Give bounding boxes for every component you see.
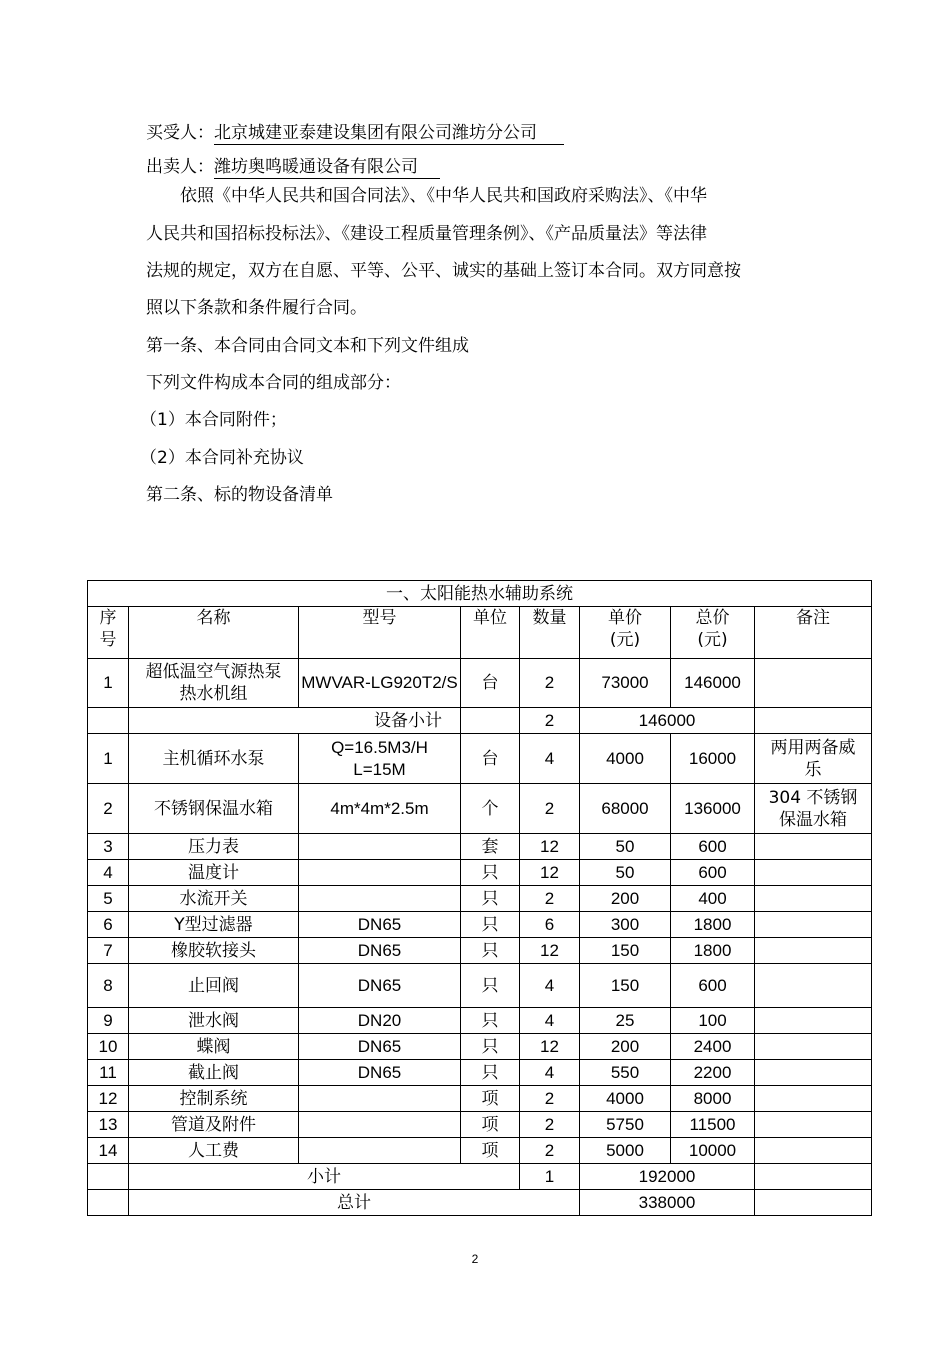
buyer-line [146,123,564,143]
buyer-label: 买受人： [146,123,214,143]
header-unit: 单位 [461,607,520,659]
header-note: 备注 [755,607,872,659]
table-row: 14 人工费 项 2 5000 10000 [88,1138,872,1164]
table-row: 10 蝶阀 DN65 只 12 200 2400 [88,1034,872,1060]
table-row: 9 泄水阀 DN20 只 4 25 100 [88,1008,872,1034]
subtotal-row: 小计 1 192000 [88,1164,872,1190]
header-total-price: 总价 (元) [671,607,755,659]
table-row: 8 止回阀 DN65 只 4 150 600 [88,964,872,1008]
list-item-1: （1）本合同附件； [140,410,287,430]
seller-label: 出卖人： [146,157,214,177]
header-name: 名称 [129,607,299,659]
table-row: 3 压力表 套 12 50 600 [88,834,872,860]
article-2-heading: 第二条、标的物设备清单 [146,485,333,505]
table-caption: 一、太阳能热水辅助系统 [88,581,872,607]
table-header-row [88,607,872,659]
table-row: 12 控制系统 项 2 4000 8000 [88,1086,872,1112]
table-row: 13 管道及附件 项 2 5750 11500 [88,1112,872,1138]
paragraph-line-4: 照以下条款和条件履行合同。 [146,298,367,318]
page-number: 2 [471,1252,479,1266]
list-item-2: （2）本合同补充协议 [140,448,304,468]
table-row: 5 水流开关 只 2 200 400 [88,886,872,912]
seller-line [146,157,440,177]
table-row: 4 温度计 只 12 50 600 [88,860,872,886]
article-1-subheading: 下列文件构成本合同的组成部分： [146,373,401,393]
subtotal-row: 设备小计 2 146000 [88,708,872,734]
seller-value: 潍坊奥鸣暖通设备有限公司 [214,157,418,177]
table-row: 1 超低温空气源热泵 热水机组 MWVAR-LG920T2/S 台 2 73000 146000 [88,659,872,708]
equipment-table [87,580,872,1216]
header-unit-price: 单价 (元) [580,607,671,659]
paragraph-line-2: 人民共和国招标投标法》、《建设工程质量管理条例》、《产品质量法》等法律 [146,224,707,244]
paragraph-line-1: 依照《中华人民共和国合同法》、《中华人民共和国政府采购法》、《中华 [180,186,707,206]
header-no: 序 号 [88,607,129,659]
paragraph-line-3: 法规的规定，双方在自愿、平等、公平、诚实的基础上签订本合同。双方同意按 [146,261,741,281]
table-row: 6 Y型过滤器 DN65 只 6 300 1800 [88,912,872,938]
header-model: 型号 [299,607,461,659]
table-row: 11 截止阀 DN65 只 4 550 2200 [88,1060,872,1086]
table-caption-row [88,581,872,607]
table-row: 2 不锈钢保温水箱 4m*4m*2.5m 个 2 68000 136000 304 不锈钢 保温水箱 [88,784,872,834]
table-row: 1 主机循环水泵 Q=16.5M3/H L=15M 台 4 4000 16000 两用两备威 乐 [88,734,872,784]
header-qty: 数量 [520,607,580,659]
grand-total-row: 总计 338000 [88,1190,872,1216]
table-row: 7 橡胶软接头 DN65 只 12 150 1800 [88,938,872,964]
article-1-heading: 第一条、本合同由合同文本和下列文件组成 [146,336,469,356]
buyer-value: 北京城建亚泰建设集团有限公司潍坊分公司 [214,123,537,143]
